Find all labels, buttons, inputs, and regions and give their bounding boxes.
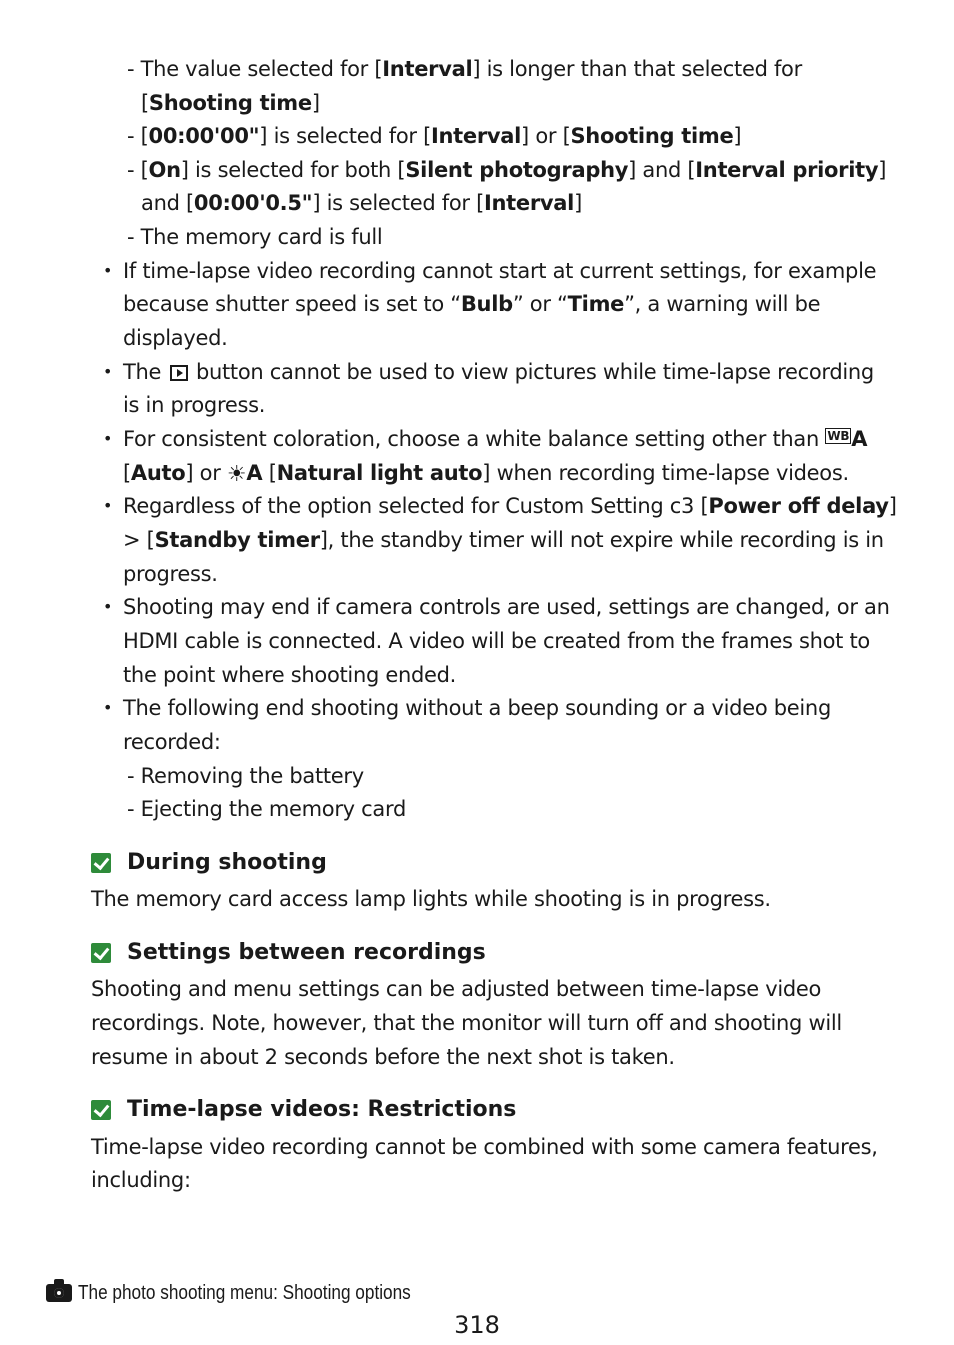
bullet-playback-line2: is in progress. <box>123 393 266 417</box>
section-heading-restrictions: Time-lapse videos: Restrictions <box>127 1097 517 1122</box>
bullet-end-shooting-line1: The following end shooting without a beep sounding or a video being <box>123 696 831 720</box>
bullet-mark: • <box>103 261 113 280</box>
condition-silent-priority-cont: and [00:00'0.5"] is selected for [Interval] <box>141 191 582 215</box>
condition-card-full: - The memory card is full <box>127 225 383 249</box>
section-body: resume in about 2 seconds before the next shot is taken. <box>91 1045 675 1069</box>
bullet-white-balance-line2: [Auto] or ☀A [Natural light auto] when recording time-lapse videos. <box>123 461 849 487</box>
white-balance-icon: WB <box>827 429 850 443</box>
bullet-playback-line1: The button cannot be used to view pictures while time-lapse recording <box>123 360 874 384</box>
section-body: Shooting and menu settings can be adjusted between time-lapse video <box>91 977 822 1001</box>
camera-icon <box>46 1284 72 1302</box>
sub-item-ejecting-card: - Ejecting the memory card <box>127 797 406 821</box>
bullet-controls-line2: HDMI cable is connected. A video will be created from the frames shot to <box>123 629 870 653</box>
bullet-standby-line2: > [Standby timer], the standby timer will not expire while recording is in <box>123 528 884 552</box>
bullet-end-shooting-line2: recorded: <box>123 730 221 754</box>
bullet-mark: • <box>103 429 113 448</box>
auto-a-icon: A <box>246 461 263 485</box>
section-body: recordings. Note, however, that the monitor will turn off and shooting will <box>91 1011 842 1035</box>
check-icon <box>91 943 111 963</box>
natural-light-icon: ☀ <box>226 462 247 487</box>
page-number: 318 <box>454 1311 500 1339</box>
bullet-controls-line1: Shooting may end if camera controls are used, settings are changed, or an <box>123 595 890 619</box>
bullet-warning-line1: If time-lapse video recording cannot start at current settings, for example <box>123 259 877 283</box>
bullet-warning-line3: displayed. <box>123 326 228 350</box>
bullet-white-balance-line1: For consistent coloration, choose a white balance setting other than WBA <box>123 427 868 451</box>
condition-zero-selected: - [00:00'00"] is selected for [Interval] or [Shooting time] <box>127 124 742 148</box>
check-icon <box>91 1100 111 1120</box>
condition-interval-longer-cont: [Shooting time] <box>141 91 320 115</box>
section-body: including: <box>91 1168 191 1192</box>
bullet-standby-line3: progress. <box>123 562 218 586</box>
playback-button-icon <box>170 365 188 381</box>
sub-item-removing-battery: - Removing the battery <box>127 764 364 788</box>
condition-silent-priority: - [On] is selected for both [Silent photography] and [Interval priority] <box>127 158 887 182</box>
section-body: Time-lapse video recording cannot be combined with some camera features, <box>91 1135 878 1159</box>
bullet-standby-line1: Regardless of the option selected for Custom Setting c3 [Power off delay] <box>123 494 897 518</box>
bullet-mark: • <box>103 362 113 381</box>
check-icon <box>91 853 111 873</box>
auto-a-icon: A <box>851 427 868 451</box>
bullet-mark: • <box>103 698 113 717</box>
footer-section-link[interactable]: The photo shooting menu: Shooting options <box>78 1282 411 1304</box>
bullet-mark: • <box>103 597 113 616</box>
bullet-controls-line3: the point where shooting ended. <box>123 663 457 687</box>
condition-interval-longer: - The value selected for [Interval] is longer than that selected for <box>127 57 802 81</box>
section-body: The memory card access lamp lights while shooting is in progress. <box>91 887 771 911</box>
bullet-mark: • <box>103 496 113 515</box>
bullet-warning-line2: because shutter speed is set to “Bulb” or “Time”, a warning will be <box>123 292 821 316</box>
section-heading-during-shooting: During shooting <box>127 850 327 875</box>
section-heading-settings-between: Settings between recordings <box>127 940 486 965</box>
